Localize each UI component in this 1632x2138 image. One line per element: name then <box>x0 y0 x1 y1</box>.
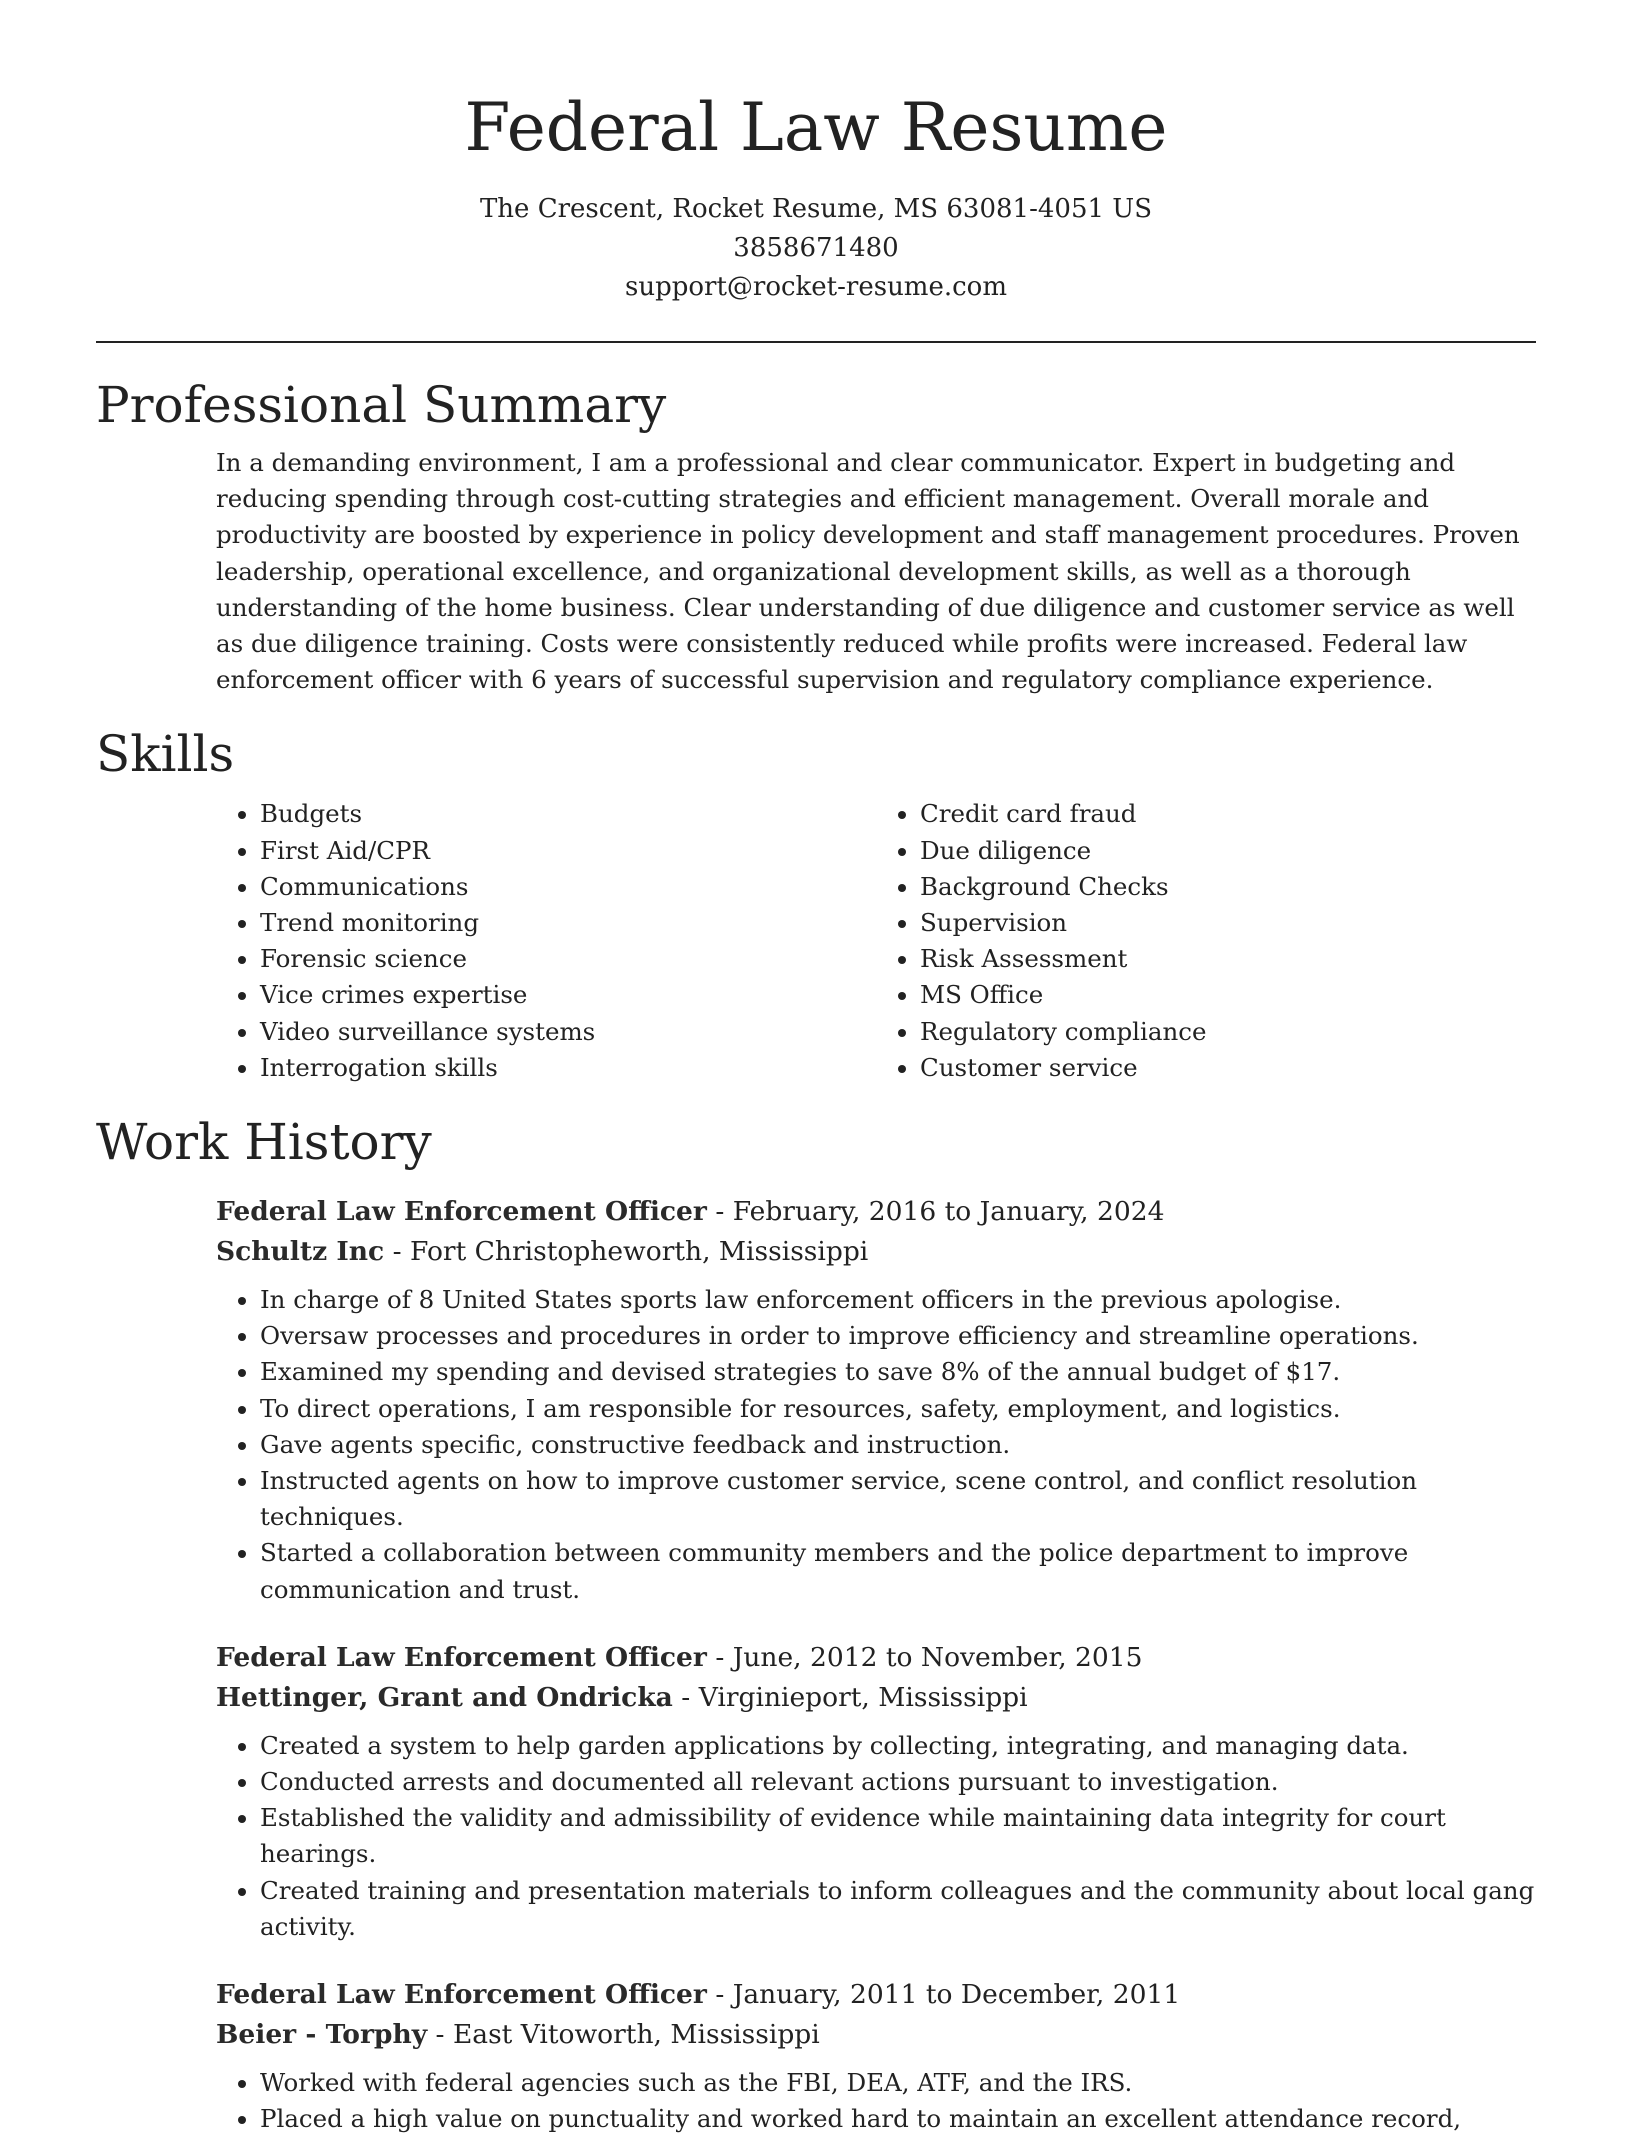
job-bullet: • Created training and presentation materials to inform colleagues and the community about local gang activity. <box>260 1873 1536 1945</box>
resume-header <box>96 0 1536 307</box>
resume-name: Federal Law Resume <box>464 89 1168 166</box>
job-separator: - <box>715 1196 733 1228</box>
job-bullet: • Examined my spending and devised strategies to save 8% of the annual budget of $17. <box>260 1354 1536 1390</box>
job-bullet: • Created a system to help garden applications by collecting, integrating, and managing data. <box>260 1728 1536 1764</box>
skill-item: • Credit card fraud <box>920 796 1536 832</box>
skills-columns <box>216 796 1536 1086</box>
job-title-line <box>216 1975 1536 2015</box>
resume-page <box>96 0 1536 2138</box>
skill-item: • Background Checks <box>920 869 1536 905</box>
skills-list-right <box>876 796 1536 1086</box>
contact-address: The Crescent, Rocket Resume, MS 63081-4051 US <box>479 194 1153 224</box>
job-title-line <box>216 1192 1536 1232</box>
job-separator: - <box>715 1979 733 2011</box>
job-company: Hettinger, Grant and Ondricka <box>216 1681 673 1713</box>
job-bullet: • Oversaw processes and procedures in order to improve efficiency and streamline operations. <box>260 1318 1536 1354</box>
job-location: Fort Christopheworth, Mississippi <box>410 1236 869 1268</box>
work-history-title: Work History <box>96 1113 432 1172</box>
job-bullet: • Placed a high value on punctuality and worked hard to maintain an excellent attendance record, <box>260 2101 1536 2137</box>
skill-item: • Vice crimes expertise <box>260 977 876 1013</box>
job-position: Federal Law Enforcement Officer <box>216 1196 707 1228</box>
skill-item: • Communications <box>260 869 876 905</box>
job-bullet: • In charge of 8 United States sports law enforcement officers in the previous apologise. <box>260 1282 1536 1318</box>
skill-item: • Risk Assessment <box>920 941 1536 977</box>
job-separator: - <box>435 2019 453 2051</box>
contact-phone: 3858671480 <box>733 233 899 263</box>
skill-item: • MS Office <box>920 977 1536 1013</box>
skills-list-left <box>216 796 876 1086</box>
skill-item: • First Aid/CPR <box>260 833 876 869</box>
contact-info <box>96 190 1536 307</box>
summary-title: Professional Summary <box>96 376 667 434</box>
job-bullet: • Established the validity and admissibility of evidence while maintaining data integrity for court hearings. <box>260 1800 1536 1872</box>
job-bullets <box>216 2065 1536 2137</box>
work-history-section <box>96 1110 1536 2137</box>
job-bullets <box>216 1282 1536 1608</box>
job-bullet: • Worked with federal agencies such as the FBI, DEA, ATF, and the IRS. <box>260 2065 1536 2101</box>
skills-title: Skills <box>96 725 235 784</box>
job-dates: February, 2016 to January, 2024 <box>732 1196 1165 1228</box>
job-company-line <box>216 2015 1536 2055</box>
summary-section <box>96 373 1536 698</box>
job-company-line <box>216 1678 1536 1718</box>
job-bullet: • To direct operations, I am responsible for resources, safety, employment, and logistics. <box>260 1391 1536 1427</box>
job-entry <box>216 1638 1536 1945</box>
job-entry <box>216 1975 1536 2137</box>
skill-item: • Supervision <box>920 905 1536 941</box>
job-separator: - <box>392 1236 411 1268</box>
skills-section <box>96 722 1536 1086</box>
job-position: Federal Law Enforcement Officer <box>216 1979 707 2011</box>
job-company: Schultz Inc <box>216 1236 385 1268</box>
job-separator: - <box>715 1641 733 1673</box>
job-bullets <box>216 1728 1536 1945</box>
skill-item: • Interrogation skills <box>260 1050 876 1086</box>
job-company-line <box>216 1232 1536 1272</box>
job-separator: - <box>681 1681 699 1713</box>
skill-item: • Due diligence <box>920 833 1536 869</box>
job-title-line <box>216 1638 1536 1678</box>
job-location: East Vitoworth, Mississippi <box>452 2019 820 2051</box>
skill-item: • Forensic science <box>260 941 876 977</box>
job-dates: January, 2011 to December, 2011 <box>732 1979 1181 2011</box>
skill-item: • Trend monitoring <box>260 905 876 941</box>
header-divider <box>96 341 1536 343</box>
contact-email: support@rocket-resume.com <box>624 272 1007 302</box>
job-bullet: • Conducted arrests and documented all relevant actions pursuant to investigation. <box>260 1764 1536 1800</box>
job-bullet: • Gave agents specific, constructive feedback and instruction. <box>260 1427 1536 1463</box>
skill-item: • Video surveillance systems <box>260 1014 876 1050</box>
job-location: Virginieport, Mississippi <box>698 1681 1028 1713</box>
job-bullet: • Started a collaboration between community members and the police department to improve communication and trust. <box>260 1535 1536 1607</box>
summary-text: In a demanding environment, I am a professional and clear communicator. Expert in budgeting and reducing spending through cost-cutting strategies and efficient management. Overall morale and productivity are boosted by experience in policy development and staff management procedures. Proven leadership, operational excellence, and organizational development skills, as well as a thorough understanding of the home business. Clear understanding of due diligence and customer service as well as due diligence training. Costs were consistently reduced while profits were increased. Federal law enforcement officer with 6 years of successful supervision and regulatory compliance experience. <box>216 448 1520 695</box>
job-position: Federal Law Enforcement Officer <box>216 1641 707 1673</box>
job-company: Beier - Torphy <box>216 2019 428 2051</box>
job-bullet: • Instructed agents on how to improve customer service, scene control, and conflict resolution techniques. <box>260 1463 1536 1535</box>
skill-item: • Customer service <box>920 1050 1536 1086</box>
skill-item: • Regulatory compliance <box>920 1014 1536 1050</box>
skill-item: • Budgets <box>260 796 876 832</box>
job-entry <box>216 1192 1536 1608</box>
job-dates: June, 2012 to November, 2015 <box>732 1641 1143 1673</box>
